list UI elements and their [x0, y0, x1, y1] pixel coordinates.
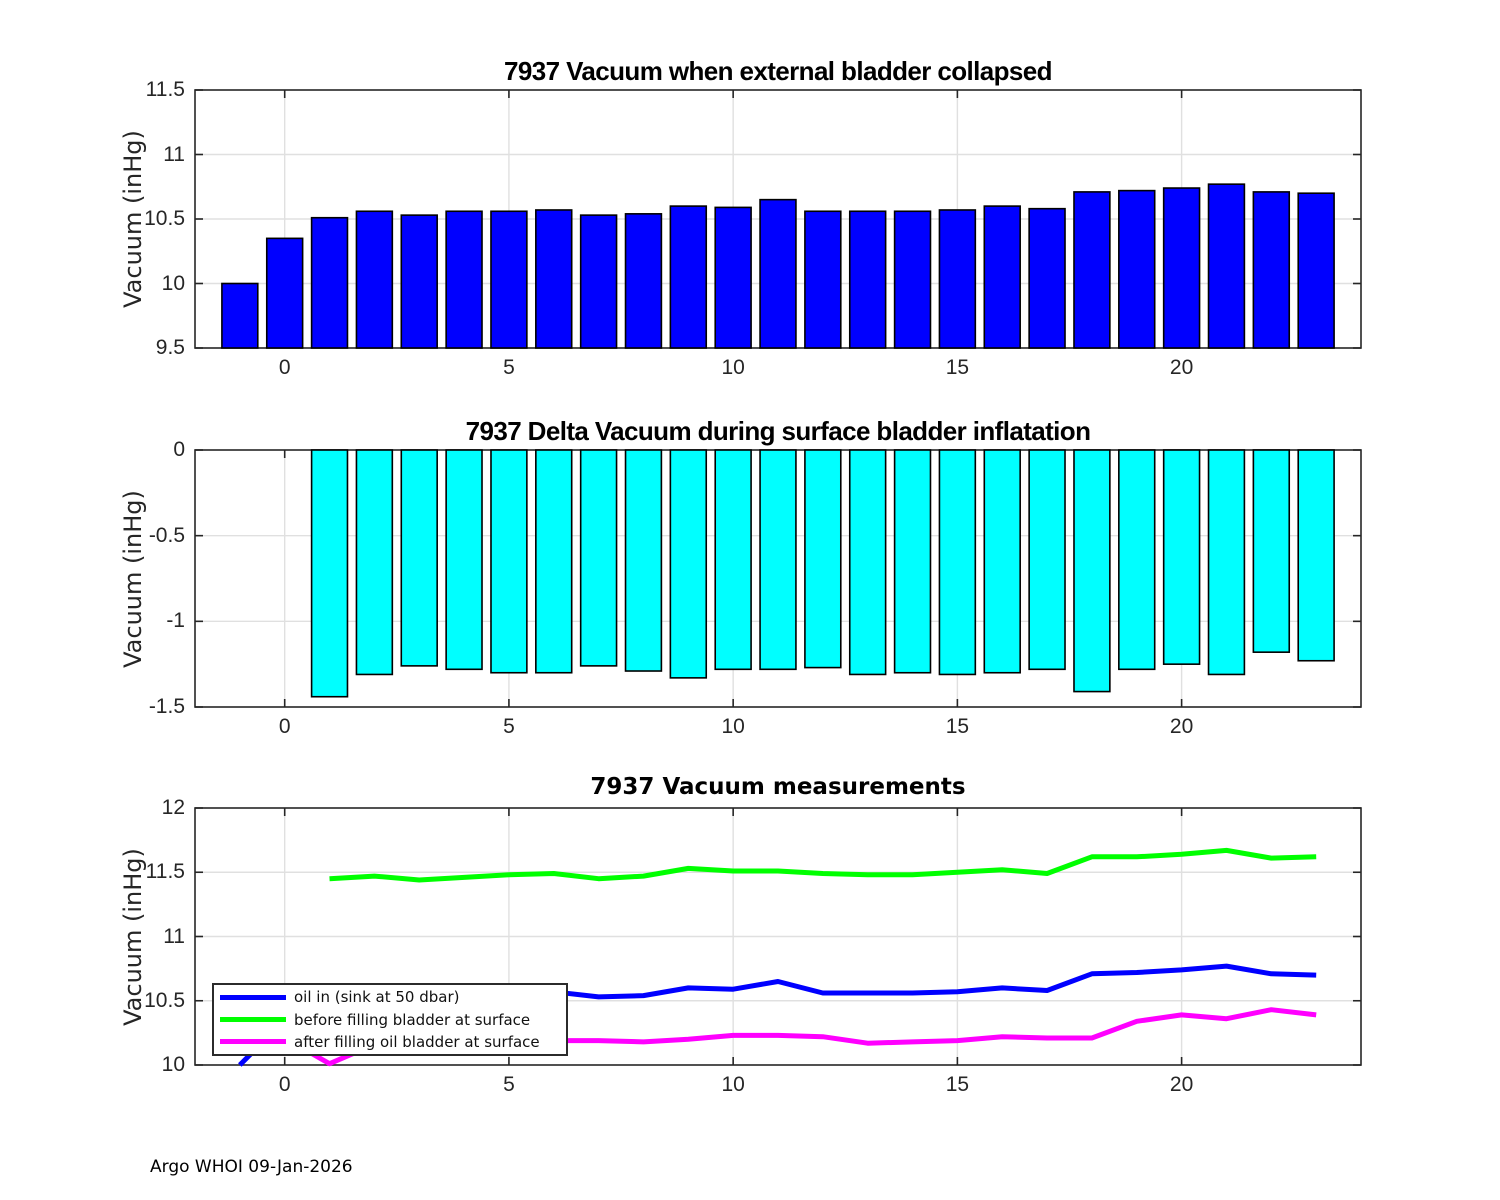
y-tick-label: 11	[163, 924, 185, 948]
chart-title: 7937 Delta Vacuum during surface bladder inflatation	[465, 416, 1091, 446]
x-tick-label: 10	[721, 1073, 745, 1096]
y-tick-label: 0	[173, 438, 185, 461]
chart-title: 7937 Vacuum when external bladder collapsed	[504, 56, 1052, 86]
y-tick-label: -1	[166, 609, 185, 633]
y-tick-label: 10	[161, 271, 185, 295]
y-tick-label: 11.5	[145, 78, 185, 101]
x-tick-label: 0	[278, 356, 291, 379]
x-tick-label: 5	[503, 356, 515, 379]
x-tick-label: 5	[503, 1073, 515, 1096]
y-axis-label: Vacuum (inHg)	[119, 489, 147, 668]
x-tick-label: 5	[503, 715, 515, 738]
y-tick-label: -0.5	[148, 523, 185, 547]
legend-label: after filling oil bladder at surface	[294, 1032, 540, 1051]
line-series-1	[330, 850, 1317, 880]
y-tick-label: 11.5	[145, 860, 185, 884]
x-tick-label: 15	[945, 356, 970, 379]
legend-line-swatch-green	[220, 1017, 286, 1022]
legend-label: before filling bladder at surface	[294, 1010, 531, 1029]
y-tick-label: 10.5	[144, 988, 185, 1012]
x-tick-label: 10	[721, 356, 745, 379]
x-tick-label: 20	[1169, 1073, 1194, 1096]
x-tick-label: 20	[1169, 356, 1194, 379]
chart-title: 7937 Vacuum measurements	[590, 774, 966, 800]
legend-item-oil-in	[220, 987, 566, 1007]
y-axis-label: Vacuum (inHg)	[119, 847, 147, 1026]
legend-item-after-filling	[220, 1032, 566, 1052]
y-tick-label: 10.5	[144, 207, 185, 230]
x-tick-label: 0	[278, 1073, 291, 1096]
y-tick-label: 9.5	[155, 336, 185, 359]
y-tick-label: -1.5	[148, 695, 185, 718]
x-tick-label: 15	[945, 715, 970, 738]
x-tick-label: 10	[721, 715, 745, 738]
legend-line-swatch-magenta	[220, 1039, 286, 1044]
y-tick-label: 11	[163, 142, 185, 166]
x-tick-label: 15	[945, 1073, 970, 1096]
legend-item-before-filling	[220, 1010, 566, 1030]
x-tick-label: 20	[1169, 715, 1194, 738]
legend-line-swatch-blue	[220, 995, 286, 1000]
y-axis-label: Vacuum (inHg)	[119, 130, 147, 308]
x-tick-label: 0	[278, 715, 291, 738]
y-tick-label: 10	[161, 1053, 185, 1076]
y-tick-label: 12	[161, 796, 185, 819]
legend	[212, 983, 568, 1056]
legend-label: oil in (sink at 50 dbar)	[294, 988, 460, 1007]
figure-footer: Argo WHOI 09-Jan-2026	[150, 1157, 353, 1177]
